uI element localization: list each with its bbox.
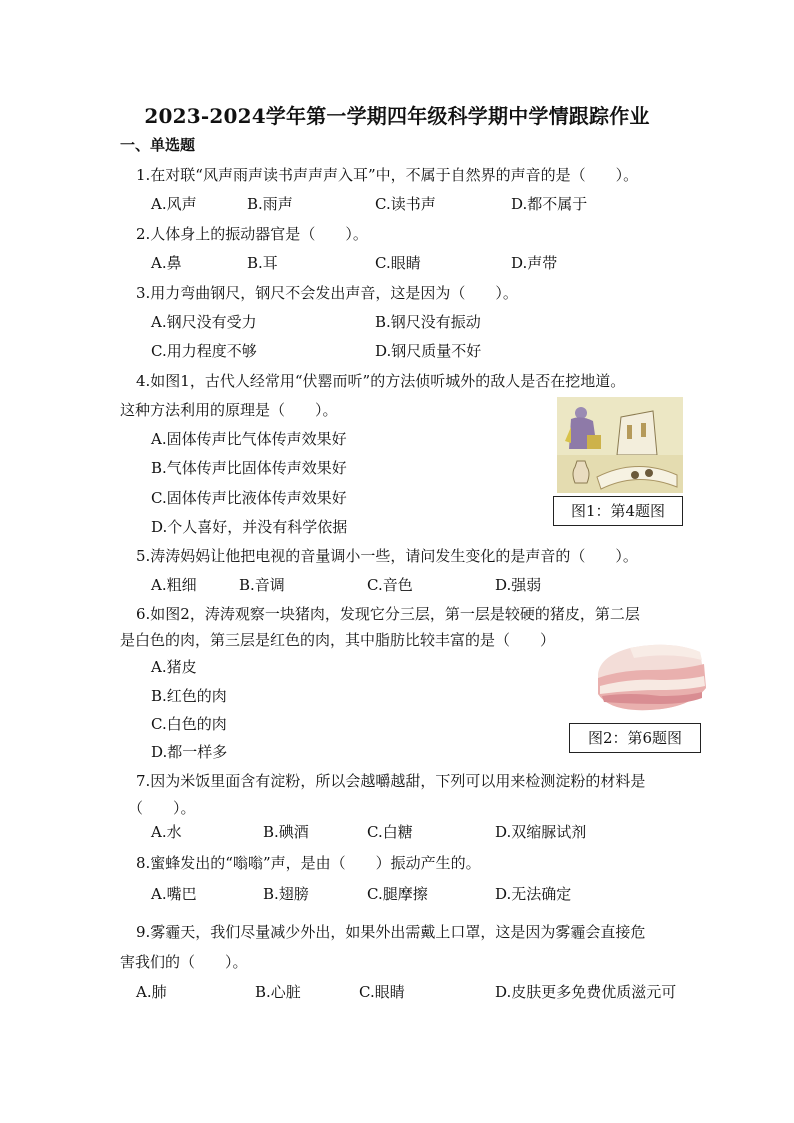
q1-option-d: D.都不属于 bbox=[511, 195, 588, 213]
question-5: 5.涛涛妈妈让他把电视的音量调小一些，请问发生变化的是声音的（ ）。 bbox=[136, 547, 638, 565]
question-7-line-1: 7.因为米饭里面含有淀粉，所以会越嚼越甜，下列可以用来检测淀粉的材料是 bbox=[136, 772, 646, 790]
question-4-line-1: 4.如图1，古代人经常用“伏罂而听”的方法侦听城外的敌人是否在挖地道。 bbox=[136, 372, 626, 390]
q4-option-c: C.固体传声比液体传声效果好 bbox=[151, 489, 347, 507]
document-title: 2023-2024学年第一学期四年级科学期中学情跟踪作业 bbox=[144, 104, 650, 128]
q6-option-c: C.白色的肉 bbox=[151, 715, 227, 733]
q3-option-d: D.钢尺质量不好 bbox=[375, 342, 482, 360]
question-2: 2.人体身上的振动器官是（ ）。 bbox=[136, 225, 368, 243]
q1-option-c: C.读书声 bbox=[375, 195, 436, 213]
q2-option-d: D.声带 bbox=[511, 254, 558, 272]
q5-option-d: D.强弱 bbox=[495, 576, 542, 594]
question-6-line-2: 是白色的肉，第三层是红色的肉，其中脂肪比较丰富的是（ ） bbox=[120, 631, 556, 649]
q3-option-b: B.钢尺没有振动 bbox=[375, 313, 481, 331]
q5-option-c: C.音色 bbox=[367, 576, 413, 594]
question-7-line-2: （ ）。 bbox=[128, 799, 196, 817]
figure-2-pork-belly-image bbox=[590, 634, 710, 720]
q7-option-a: A.水 bbox=[151, 823, 182, 841]
question-1: 1.在对联“风声雨声读书声声声入耳”中，不属于自然界的声音的是（ ）。 bbox=[136, 166, 639, 184]
figure-1-caption: 图1：第4题图 bbox=[553, 496, 683, 526]
q1-option-a: A.风声 bbox=[151, 195, 197, 213]
figure-2-caption: 图2：第6题图 bbox=[569, 723, 701, 753]
question-8: 8.蜜蜂发出的“嗡嗡”声，是由（ ）振动产生的。 bbox=[136, 854, 481, 872]
q7-option-c: C.白糖 bbox=[367, 823, 413, 841]
q6-option-d: D.都一样多 bbox=[151, 743, 228, 761]
q4-option-b: B.气体传声比固体传声效果好 bbox=[151, 459, 347, 477]
question-9-line-1: 9.雾霾天，我们尽量减少外出，如果外出需戴上口罩，这是因为雾霾会直接危 bbox=[136, 923, 646, 941]
q1-option-b: B.雨声 bbox=[247, 195, 293, 213]
q8-option-b: B.翅膀 bbox=[263, 885, 309, 903]
q6-option-b: B.红色的肉 bbox=[151, 687, 227, 705]
q9-option-b: B.心脏 bbox=[255, 983, 301, 1001]
q8-option-c: C.腿摩擦 bbox=[367, 885, 428, 903]
question-6-line-1: 6.如图2，涛涛观察一块猪肉，发现它分三层，第一层是较硬的猪皮，第二层 bbox=[136, 605, 640, 623]
q9-option-d: D.皮肤更多免费优质滋元可 bbox=[495, 983, 677, 1001]
question-4-line-2: 这种方法利用的原理是（ ）。 bbox=[120, 401, 338, 419]
q3-option-c: C.用力程度不够 bbox=[151, 342, 257, 360]
q3-option-a: A.钢尺没有受力 bbox=[151, 313, 257, 331]
q7-option-d: D.双缩脲试剂 bbox=[495, 823, 587, 841]
question-9-line-2: 害我们的（ ）。 bbox=[120, 953, 248, 971]
q8-option-d: D.无法确定 bbox=[495, 885, 572, 903]
q2-option-a: A.鼻 bbox=[151, 254, 182, 272]
q2-option-b: B.耳 bbox=[247, 254, 278, 272]
q4-option-a: A.固体传声比气体传声效果好 bbox=[151, 430, 347, 448]
q4-option-d: D.个人喜好，并没有科学依据 bbox=[151, 518, 348, 536]
q5-option-a: A.粗细 bbox=[151, 576, 197, 594]
section-heading: 一、单选题 bbox=[120, 136, 196, 154]
q8-option-a: A.嘴巴 bbox=[151, 885, 197, 903]
q6-option-a: A.猪皮 bbox=[151, 658, 197, 676]
figure-1-ancient-listening-image bbox=[557, 397, 683, 493]
q5-option-b: B.音调 bbox=[239, 576, 285, 594]
q9-option-c: C.眼睛 bbox=[359, 983, 405, 1001]
q2-option-c: C.眼睛 bbox=[375, 254, 421, 272]
question-3: 3.用力弯曲钢尺，钢尺不会发出声音，这是因为（ ）。 bbox=[136, 284, 518, 302]
q9-option-a: A.肺 bbox=[136, 983, 167, 1001]
q7-option-b: B.碘酒 bbox=[263, 823, 309, 841]
